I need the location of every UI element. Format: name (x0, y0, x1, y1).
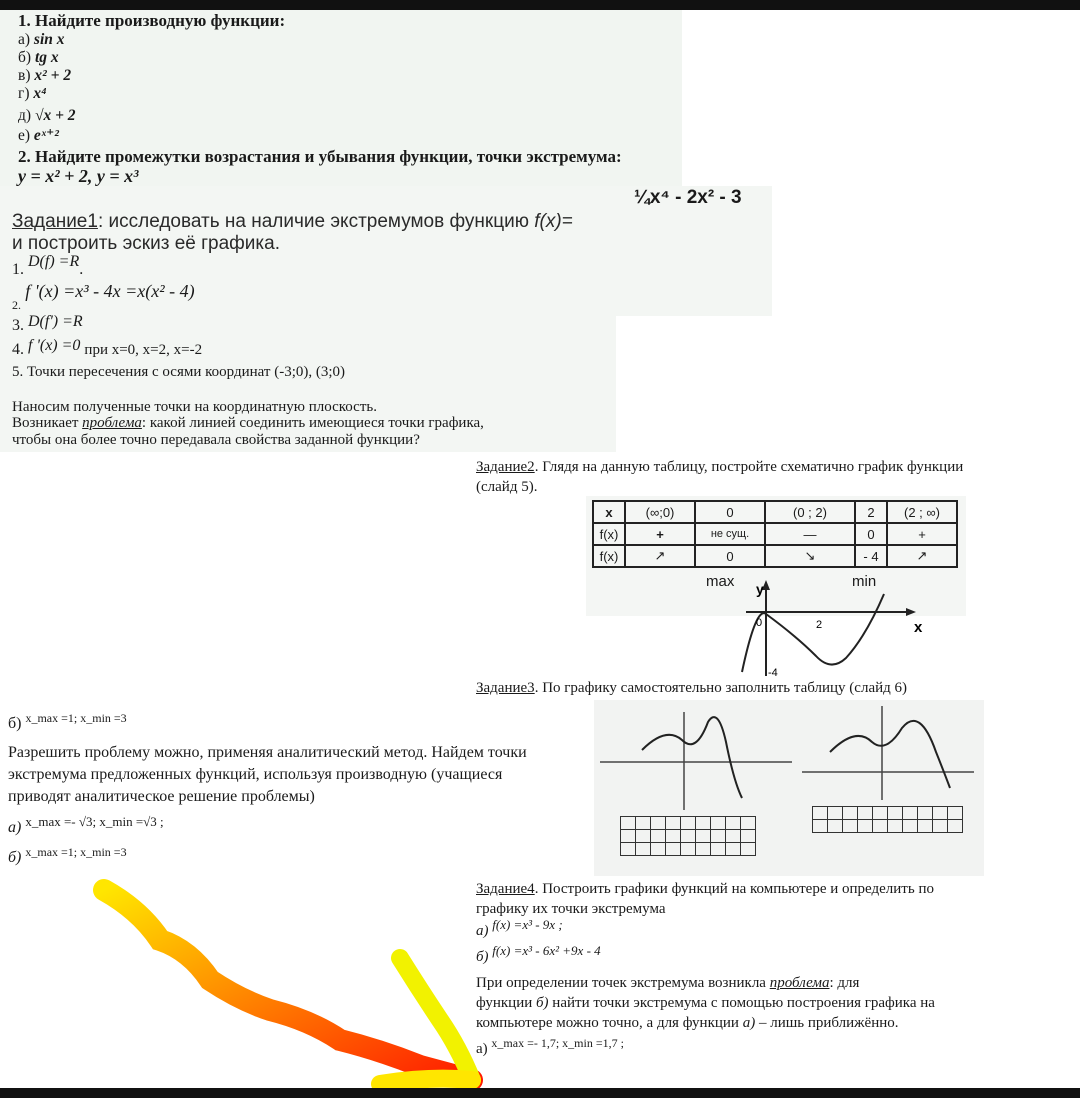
solution-a: а) $^{x\_max =- √3; x\_min =√3 ;}$ (8, 814, 164, 836)
zadanie4-line2: графику их точки экстремума (476, 901, 666, 917)
task1-title: 1. Найдите производную функции: (18, 11, 286, 30)
task1-item-b: б) tg x (18, 49, 59, 66)
task1-item-e: д) √x + 2 (18, 107, 76, 124)
table-cell: 0 (695, 545, 765, 567)
top-bar (0, 0, 1080, 10)
two-label: 2 (816, 619, 823, 631)
zadanie3-table-right (812, 806, 963, 833)
zadanie2-line1: Задание2. Глядя на данную таблицу, постройте схематично график функции (476, 459, 964, 475)
step-1: 1. D(f) =R. (12, 253, 84, 278)
table-cell: (∞;0) (625, 501, 695, 523)
table-cell: 0 (695, 501, 765, 523)
zadanie4-p3: компьютере можно точно, а для функции а) – лишь приближённо. (476, 1015, 899, 1031)
table-cell: (2 ; ∞) (887, 501, 957, 523)
zadanie4-a: а) f(x) =x³ - 9x ; (476, 917, 563, 939)
step-5: 5. Точки пересечения с осями координат (-3;0), (3;0) (12, 364, 346, 380)
zadanie2-graph (736, 573, 926, 680)
table-cell: 2 (855, 501, 887, 523)
task1-item-d: г) x⁴ (18, 85, 47, 102)
step-2: $_{2.}$ f '(x) =x³ - 4x =x(x² - 4) (12, 281, 195, 312)
x-label: x (914, 619, 923, 636)
solution-line-2: экстремума предложенных функций, используя производную (учащиеся (8, 766, 503, 783)
table-cell: f(x) (593, 523, 625, 545)
table-row-x (593, 501, 957, 523)
drawn-arrow (80, 870, 500, 1092)
function-curve (742, 594, 884, 672)
graph-right (802, 706, 974, 800)
zadanie3-table-left (620, 816, 756, 856)
task1-list (18, 32, 76, 146)
zadanie1-line2: и построить эскиз её графика. (12, 233, 280, 254)
zero-label: 0 (756, 617, 763, 629)
zadanie2-line2: (слайд 5). (476, 479, 538, 495)
table-cell: ↗ (887, 545, 957, 567)
table-cell: ↘ (765, 545, 855, 567)
task2-expr: y = x² + 2, y = x³ (18, 166, 139, 186)
table-row-func (593, 545, 957, 567)
x-arrow-icon (906, 608, 916, 616)
zadanie4-p1: При определении точек экстремума возникла проблема: для (476, 975, 860, 991)
solution-b1: б) $^{x\_max =1; x\_min =3}$ (8, 711, 127, 732)
table-cell: (0 ; 2) (765, 501, 855, 523)
table-cell: + (887, 523, 957, 545)
table-cell: ↗ (625, 545, 695, 567)
table-cell: 0 (855, 523, 887, 545)
table-cell: — (765, 523, 855, 545)
table-cell: - 4 (855, 545, 887, 567)
table-cell: x (593, 501, 625, 523)
min-label: min (852, 573, 877, 590)
zadanie2-table (592, 500, 958, 568)
table-cell: не сущ. (695, 523, 765, 545)
zadanie1-para3: чтобы она более точно передавала свойства заданной функции? (12, 432, 420, 448)
y-label: y (756, 581, 764, 597)
step-3: 3. D(f') =R (12, 313, 83, 334)
bottom-bar (0, 1088, 1080, 1098)
zadanie4-line1: Задание4. Построить графики функций на компьютере и определить по (476, 881, 934, 897)
zadanie3-line1: Задание3. По графику самостоятельно заполнить таблицу (слайд 6) (476, 680, 908, 696)
step-4: 4. f '(x) =0 при x=0, x=2, x=-2 (12, 337, 203, 358)
zadanie4-p2: функции б) найти точки экстремума с помощью построения графика на (476, 995, 935, 1011)
table-cell: f(x) (593, 545, 625, 567)
max-label: max (706, 573, 735, 590)
solution-line-3: приводят аналитическое решение проблемы) (8, 788, 315, 805)
task2-title: 2. Найдите промежутки возрастания и убывания функции, точки экстремума: (18, 147, 622, 166)
arrow-head-lower (380, 1079, 472, 1084)
solution-paragraph (8, 742, 527, 808)
table-cell: + (625, 523, 695, 545)
task1-item-c: в) x² + 2 (18, 67, 72, 84)
zadanie1-formula: ¼x⁴ - 2x² - 3 (634, 187, 742, 208)
zadanie4-b: б) f(x) =x³ - 6x² +9x - 4 (476, 943, 601, 965)
zadanie1-heading: Задание1: исследовать на наличие экстремумов функцию f(x)= (12, 211, 573, 232)
table-row-deriv (593, 523, 957, 545)
zadanie4-answer: а) $^{x\_max =- 1,7; x\_min =1,7 ;}$ (476, 1036, 624, 1057)
solution-line-1: Разрешить проблему можно, применяя аналитический метод. Найдем точки (8, 744, 527, 761)
graph-left (600, 712, 792, 810)
zadanie1-para2: Возникает проблема: какой линией соединить имеющиеся точки графика, (12, 415, 484, 431)
solution-b2: б) $^{x\_max =1; x\_min =3}$ (8, 845, 127, 866)
task1-item-f: е) eˣ⁺² (18, 127, 59, 144)
minus4-label: -4 (768, 667, 778, 679)
task1-item-a: а) sin x (18, 31, 65, 48)
zadanie1-para1: Наносим полученные точки на координатную плоскость. (12, 399, 377, 415)
